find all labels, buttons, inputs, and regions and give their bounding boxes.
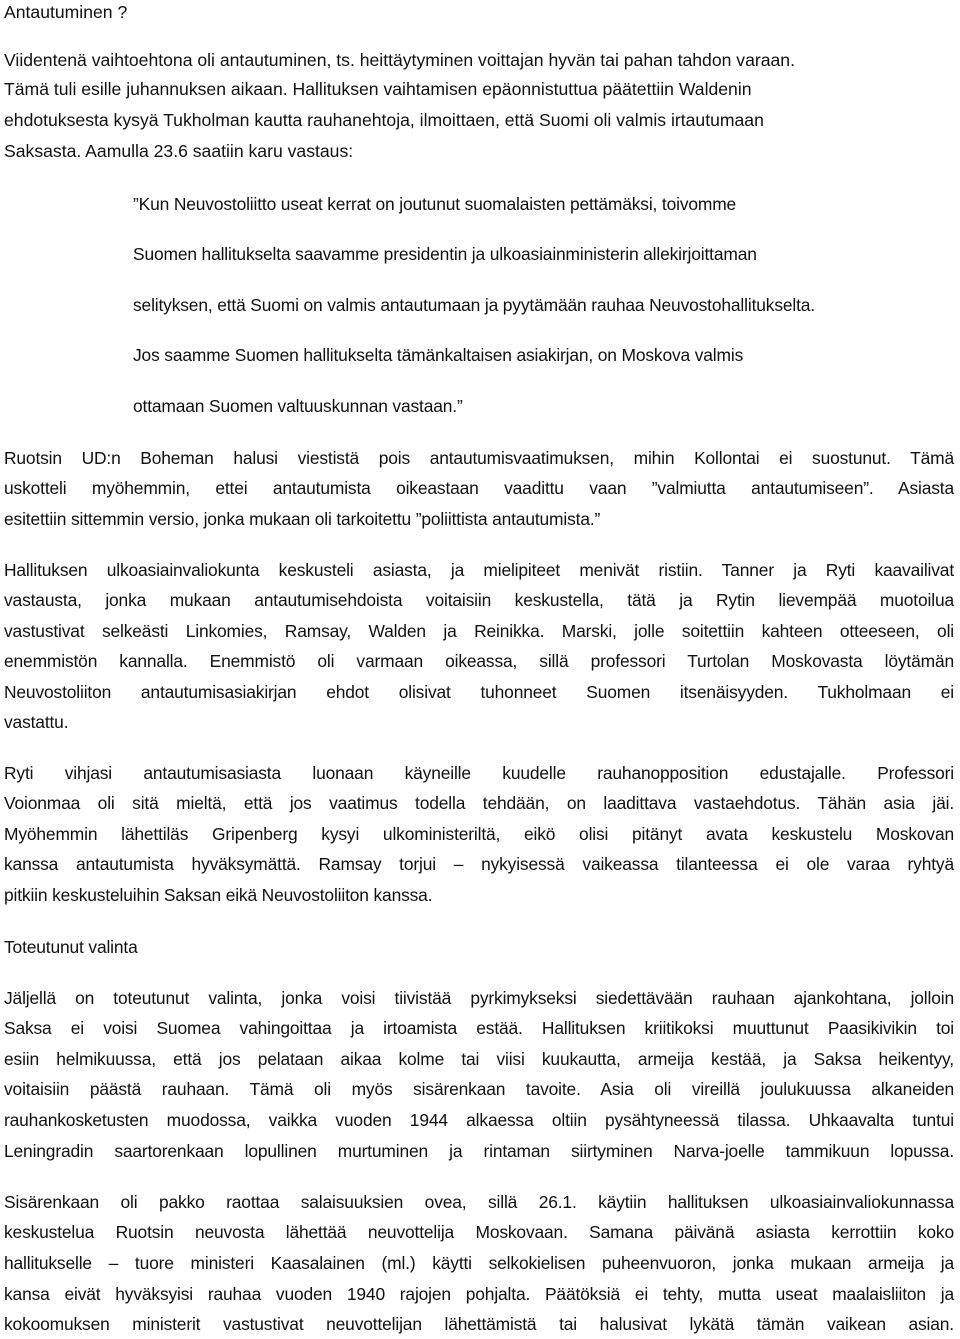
paragraph-line: enemmistön kannalla. Enemmistö oli varmaan oikeassa, sillä professori Turtolan Moskovasta löytämän bbox=[4, 651, 954, 671]
paragraph-line: Sisärenkaan oli pakko raottaa salaisuuksien ovea, sillä 26.1. käytiin hallituksen ulkoasiainvaliokunnassa bbox=[4, 1192, 954, 1212]
paragraph-line: Myöhemmin lähettiläs Gripenberg kysyi ulkoministeriltä, eikö olisi pitänyt avata keskustelu Moskovan bbox=[4, 824, 954, 844]
paragraph-line: voitaisiin päästä rauhaan. Tämä oli myös sisärenkaan tavoite. Asia oli vireillä joulukuussa alkaneiden bbox=[4, 1079, 954, 1099]
paragraph-line: hallitukselle – tuore ministeri Kaasalainen (ml.) käytti selkokielisen puheenvuoron, jonka mukaan armeija ja bbox=[4, 1253, 954, 1273]
paragraph-line: rauhankosketusten muodossa, vaikka vuoden 1944 alkaessa oltiin pysähtyneessä tilassa. Uhkaavalta tuntui bbox=[4, 1110, 954, 1130]
quote-line: Jos saamme Suomen hallitukselta tämänkaltaisen asiakirjan, on Moskova valmis bbox=[133, 345, 744, 365]
paragraph-line: Neuvostoliiton antautumisasiakirjan ehdot olisivat tuhonneet Suomen itsenäisyyden. Tukholmaan ei bbox=[4, 682, 954, 702]
paragraph-line: Ruotsin UD:n Boheman halusi viestistä pois antautumisvaatimuksen, mihin Kollontai ei suostunut. Tämä bbox=[4, 448, 954, 468]
paragraph-line: Jäljellä on toteutunut valinta, jonka voisi tiivistää pyrkimykseksi siedettävään rauhaan ajankohtana, jolloin bbox=[4, 988, 954, 1008]
paragraph-line: kansa eivät hyväksyisi rauhaa vuoden 1940 rajojen pohjalta. Päätöksiä ei tehty, mutta useat maalaisliiton ja bbox=[4, 1284, 954, 1304]
paragraph-line: ehdotuksesta kysyä Tukholman kautta rauhanehtoja, ilmoittaen, että Suomi oli valmis irtautumaan bbox=[4, 110, 764, 130]
paragraph-line: esiin helmikuussa, että jos pelataan aikaa kolme tai viisi kuukautta, armeija kestää, ja Saksa heikentyy, bbox=[4, 1049, 954, 1069]
paragraph-line: Viidentenä vaihtoehtona oli antautuminen, ts. heittäytyminen voittajan hyvän tai pahan tahdon varaan. bbox=[4, 50, 795, 70]
paragraph-line: Ryti vihjasi antautumisasiasta luonaan käyneille kuudelle rauhanopposition edustajalle. Professori bbox=[4, 763, 954, 783]
paragraph-line: Voionmaa oli sitä mieltä, että jos vaatimus todella tehdään, on laadittava vastaehdotus. Tähän asia jäi. bbox=[4, 793, 954, 813]
section-heading-antautuminen: Antautuminen ? bbox=[4, 2, 128, 22]
paragraph-line: Tämä tuli esille juhannuksen aikaan. Hallituksen vaihtamisen epäonnistuttua päätettiin Waldenin bbox=[4, 79, 752, 99]
paragraph-line: vastattu. bbox=[4, 712, 69, 732]
paragraph-line: Saksa ei voisi Suomea vahingoittaa ja irtoamista estää. Hallituksen kriitikoksi muuttunut Paasikivikin toi bbox=[4, 1018, 954, 1038]
paragraph-line: Saksasta. Aamulla 23.6 saatiin karu vastaus: bbox=[4, 141, 354, 161]
paragraph-line: esitettiin sittemmin versio, jonka mukaan oli tarkoitettu ”poliittista antautumista.” bbox=[4, 509, 601, 529]
quote-line: selityksen, että Suomi on valmis antautumaan ja pyytämään rauhaa Neuvostohallitukselta. bbox=[133, 295, 815, 315]
quote-line: Suomen hallitukselta saavamme presidentin ja ulkoasiainministerin allekirjoittaman bbox=[133, 244, 757, 264]
paragraph-line: uskotteli myöhemmin, ettei antautumista oikeastaan vaadittu vaan ”valmiutta antautumiseen”. Asiasta bbox=[4, 478, 954, 498]
quote-line: ”Kun Neuvostoliitto useat kerrat on joutunut suomalaisten pettämäksi, toivomme bbox=[133, 194, 737, 214]
paragraph-line: Hallituksen ulkoasiainvaliokunta keskusteli asiasta, ja mielipiteet menivät ristiin. Tanner ja Ryti kaavailivat bbox=[4, 560, 954, 580]
paragraph-line: pitkiin keskusteluihin Saksan eikä Neuvostoliiton kanssa. bbox=[4, 885, 433, 905]
section-heading-toteutunut-valinta: Toteutunut valinta bbox=[4, 937, 138, 957]
paragraph-line: vastustivat selkeästi Linkomies, Ramsay, Walden ja Reinikka. Marski, jolle soitettiin kahteen otteeseen, oli bbox=[4, 621, 954, 641]
paragraph-line: kokoomuksen ministerit vastustivat neuvottelijan lähettämistä tai halusivat lykätä tämän vaikean asian. bbox=[4, 1314, 954, 1334]
paragraph-line: keskustelua Ruotsin neuvosta lähettää neuvottelija Moskovaan. Samana päivänä asiasta kerrottiin koko bbox=[4, 1222, 954, 1242]
paragraph-line: kanssa antautumista hyväksymättä. Ramsay torjui – nykyisessä vaikeassa tilanteessa ei ole varaa ryhtyä bbox=[4, 854, 954, 874]
quote-line: ottamaan Suomen valtuuskunnan vastaan.” bbox=[133, 396, 463, 416]
paragraph-line: Leningradin saartorenkaan lopullinen murtuminen ja rintaman siirtyminen Narva-joelle tammikuun lopussa. bbox=[4, 1141, 954, 1161]
paragraph-line: vastausta, jonka mukaan antautumisehdoista voitaisiin keskustella, tätä ja Rytin lievempää muotoilua bbox=[4, 590, 954, 610]
